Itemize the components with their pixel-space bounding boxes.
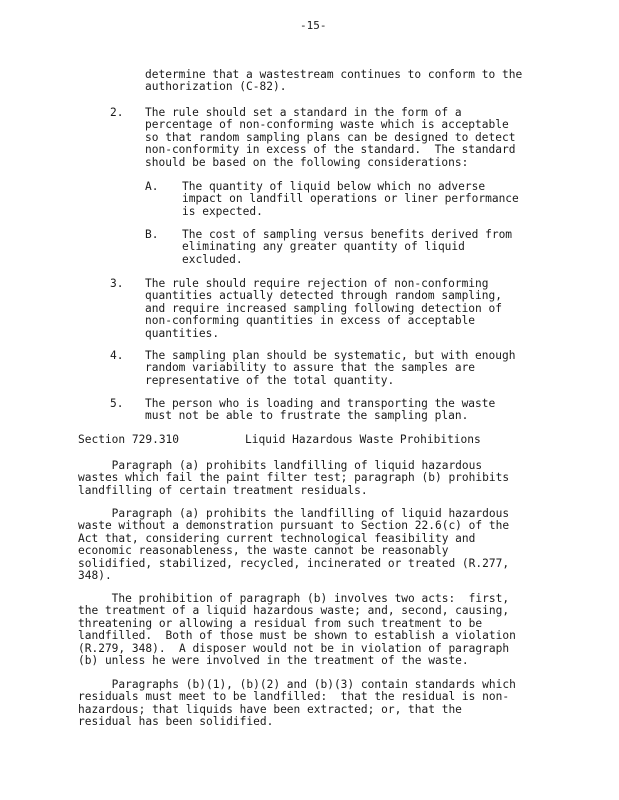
page-number: -15- <box>300 19 327 32</box>
item-5-text: The person who is loading and transporting the waste must not be able to frustrate the sampling plan. <box>145 397 496 423</box>
subitem-letter-b: B. <box>145 228 159 241</box>
section-number: Section 729.310 <box>78 433 180 446</box>
item-3-text: The rule should require rejection of non-conforming quantities actually detected through random sampling, and require increased sampling following detection of non-conforming quantities in excess of acceptable quantities. <box>145 277 502 340</box>
section-title: Liquid Hazardous Waste Prohibitions <box>245 433 481 446</box>
item-number-4: 4. <box>110 349 124 362</box>
item-2-text: The rule should set a standard in the form of a percentage of non-conforming waste which is acceptable so that random sampling plans can be designed to detect non-conformity in excess of the standard. The standard should be based on the following considerations: <box>145 106 516 169</box>
subitem-b-text: The cost of sampling versus benefits derived from eliminating any greater quantity of liquid excluded. <box>182 228 513 266</box>
item-number-2: 2. <box>110 106 124 119</box>
subitem-letter-a: A. <box>145 180 159 193</box>
paragraph-1: Paragraph (a) prohibits landfilling of liquid hazardous wastes which fail the paint filter test; paragraph (b) prohibits landfilling of certain treatment residuals. <box>78 459 510 497</box>
paragraph-3: The prohibition of paragraph (b) involves two acts: first, the treatment of a liquid hazardous waste; and, second, causing, threatening or allowing a residual from such treatment to be landfilled. Both of those must be shown to establish a violation (R.279, 348). A disposer would not be in violation of paragraph (b) unless he were involved in the treatment of the waste. <box>78 592 516 668</box>
intro-continuation: determine that a wastestream continues to conform to the authorization (C-82). <box>145 68 523 94</box>
item-number-3: 3. <box>110 277 124 290</box>
subitem-a-text: The quantity of liquid below which no adverse impact on landfill operations or liner performance is expected. <box>182 180 519 218</box>
paragraph-2: Paragraph (a) prohibits the landfilling of liquid hazardous waste without a demonstration pursuant to Section 22.6(c) of the Act that, considering current technological feasibility and economic reasonableness, the waste cannot be reasonably solidified, stabilized, recycled, incinerated or treated (R.277, 348). <box>78 507 510 583</box>
paragraph-4: Paragraphs (b)(1), (b)(2) and (b)(3) contain standards which residuals must meet to be landfilled: that the residual is non- hazardous; that liquids have been extracted; or, that the residual has been solidified. <box>78 678 516 729</box>
item-number-5: 5. <box>110 397 124 410</box>
item-4-text: The sampling plan should be systematic, but with enough random variability to assure that the samples are representative of the total quantity. <box>145 349 516 387</box>
